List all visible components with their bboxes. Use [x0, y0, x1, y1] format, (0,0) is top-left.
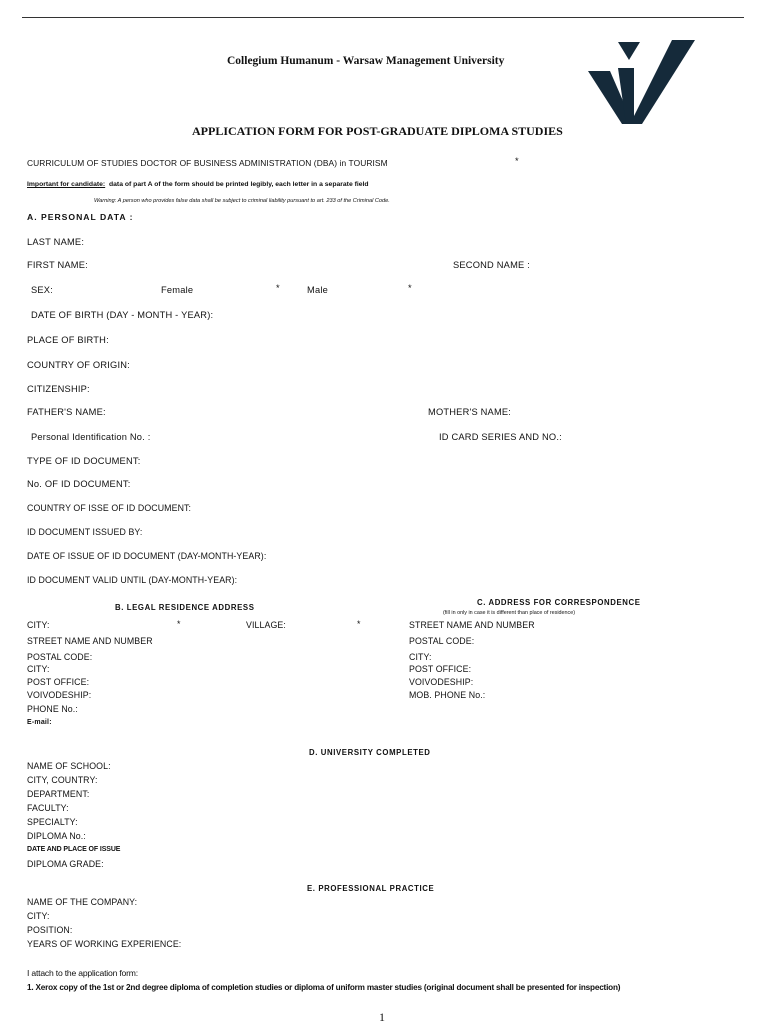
d-date-place-label: DATE AND PLACE OF ISSUE	[27, 846, 121, 853]
e-city-label: CITY:	[27, 911, 50, 921]
e-company-label: NAME OF THE COMPANY:	[27, 897, 138, 907]
d-city-country-label: CITY, COUNTRY:	[27, 775, 98, 785]
last-name-label: LAST NAME:	[27, 237, 85, 247]
male-option: Male	[307, 285, 328, 295]
country-origin-label: COUNTRY OF ORIGIN:	[27, 360, 130, 370]
id-type-label: TYPE OF ID DOCUMENT:	[27, 456, 141, 466]
c-city-label: CITY:	[409, 652, 432, 662]
sex-label: SEX:	[31, 285, 53, 295]
b-village-label: VILLAGE:	[246, 620, 286, 630]
id-card-label: ID CARD SERIES AND NO.:	[439, 432, 562, 442]
c-street-label: STREET NAME AND NUMBER	[409, 620, 535, 630]
b-city-label: CITY:	[27, 620, 50, 630]
section-a-title: A. PERSONAL DATA :	[27, 212, 134, 222]
attachment-item-1: 1. Xerox copy of the 1st or 2nd degree diploma of completion studies or diploma of uniform master studies (original document shall be presented for inspection)	[27, 983, 621, 992]
b-voivodeship-label: VOIVODESHIP:	[27, 690, 92, 700]
c-post-office-label: POST OFFICE:	[409, 664, 472, 674]
form-title: APPLICATION FORM FOR POST-GRADUATE DIPLOMA STUDIES	[192, 124, 563, 138]
important-text: data of part A of the form should be printed legibly, each letter in a separate field	[109, 181, 369, 188]
attachments-intro: I attach to the application form:	[27, 968, 138, 978]
pin-label: Personal Identification No. :	[31, 432, 151, 442]
citizenship-label: CITIZENSHIP:	[27, 384, 90, 394]
d-grade-label: DIPLOMA GRADE:	[27, 859, 104, 869]
first-name-label: FIRST NAME:	[27, 260, 88, 270]
section-b-title: B. LEGAL RESIDENCE ADDRESS	[115, 603, 255, 612]
c-mob-phone-label: MOB. PHONE No.:	[409, 690, 486, 700]
e-years-label: YEARS OF WORKING EXPERIENCE:	[27, 939, 182, 949]
dob-label: DATE OF BIRTH (DAY - MONTH - YEAR):	[31, 310, 214, 320]
id-country-label: COUNTRY OF ISSE OF ID DOCUMENT:	[27, 503, 192, 513]
second-name-label: SECOND NAME :	[453, 260, 530, 270]
curriculum-mark: *	[515, 156, 519, 166]
female-mark: *	[276, 283, 280, 293]
id-valid-label: ID DOCUMENT VALID UNTIL (DAY-MONTH-YEAR):	[27, 575, 238, 585]
father-name-label: FATHER'S NAME:	[27, 407, 106, 417]
logo-right-stroke	[630, 40, 695, 124]
b-post-office-label: POST OFFICE:	[27, 677, 90, 687]
section-c-note: (fill in only in case it is different than place of residence)	[443, 610, 576, 616]
curriculum-line: CURRICULUM OF STUDIES DOCTOR OF BUSINESS ADMINISTRATION (DBA) in TOURISM	[27, 158, 388, 168]
page-number: 1	[379, 1010, 385, 1024]
id-issued-by-label: ID DOCUMENT ISSUED BY:	[27, 527, 143, 537]
important-label: Important for candidate:	[27, 181, 106, 188]
b-city-mark: *	[177, 619, 181, 629]
pob-label: PLACE OF BIRTH:	[27, 335, 109, 345]
id-number-label: No. OF ID DOCUMENT:	[27, 479, 131, 489]
university-name: Collegium Humanum - Warsaw Management University	[227, 55, 505, 67]
warning-text: Warning: A person who provides false data shall be subject to criminal liability pursuant to art. 233 of the Criminal Code.	[94, 198, 390, 204]
d-faculty-label: FACULTY:	[27, 803, 69, 813]
d-school-label: NAME OF SCHOOL:	[27, 761, 111, 771]
b-phone-label: PHONE No.:	[27, 704, 78, 714]
b-city2-label: CITY:	[27, 664, 50, 674]
mother-name-label: MOTHER'S NAME:	[428, 407, 512, 417]
b-village-mark: *	[357, 619, 361, 629]
b-email-label: E-mail:	[27, 719, 52, 726]
section-e-title: E. PROFESSIONAL PRACTICE	[307, 884, 435, 893]
d-specialty-label: SPECIALTY:	[27, 817, 78, 827]
d-department-label: DEPARTMENT:	[27, 789, 90, 799]
b-postal-label: POSTAL CODE:	[27, 652, 93, 662]
id-date-issue-label: DATE OF ISSUE OF ID DOCUMENT (DAY-MONTH-YEAR):	[27, 551, 267, 561]
c-postal-label: POSTAL CODE:	[409, 636, 475, 646]
logo-dot	[618, 42, 640, 60]
e-position-label: POSITION:	[27, 925, 73, 935]
female-option: Female	[161, 285, 194, 295]
section-c-title: C. ADDRESS FOR CORRESPONDENCE	[477, 598, 641, 607]
male-mark: *	[408, 283, 412, 293]
section-d-title: D. UNIVERSITY COMPLETED	[309, 748, 431, 757]
d-diploma-no-label: DIPLOMA No.:	[27, 831, 86, 841]
top-rule	[22, 17, 744, 18]
c-voivodeship-label: VOIVODESHIP:	[409, 677, 474, 687]
university-logo	[588, 40, 696, 126]
b-street-label: STREET NAME AND NUMBER	[27, 636, 153, 646]
